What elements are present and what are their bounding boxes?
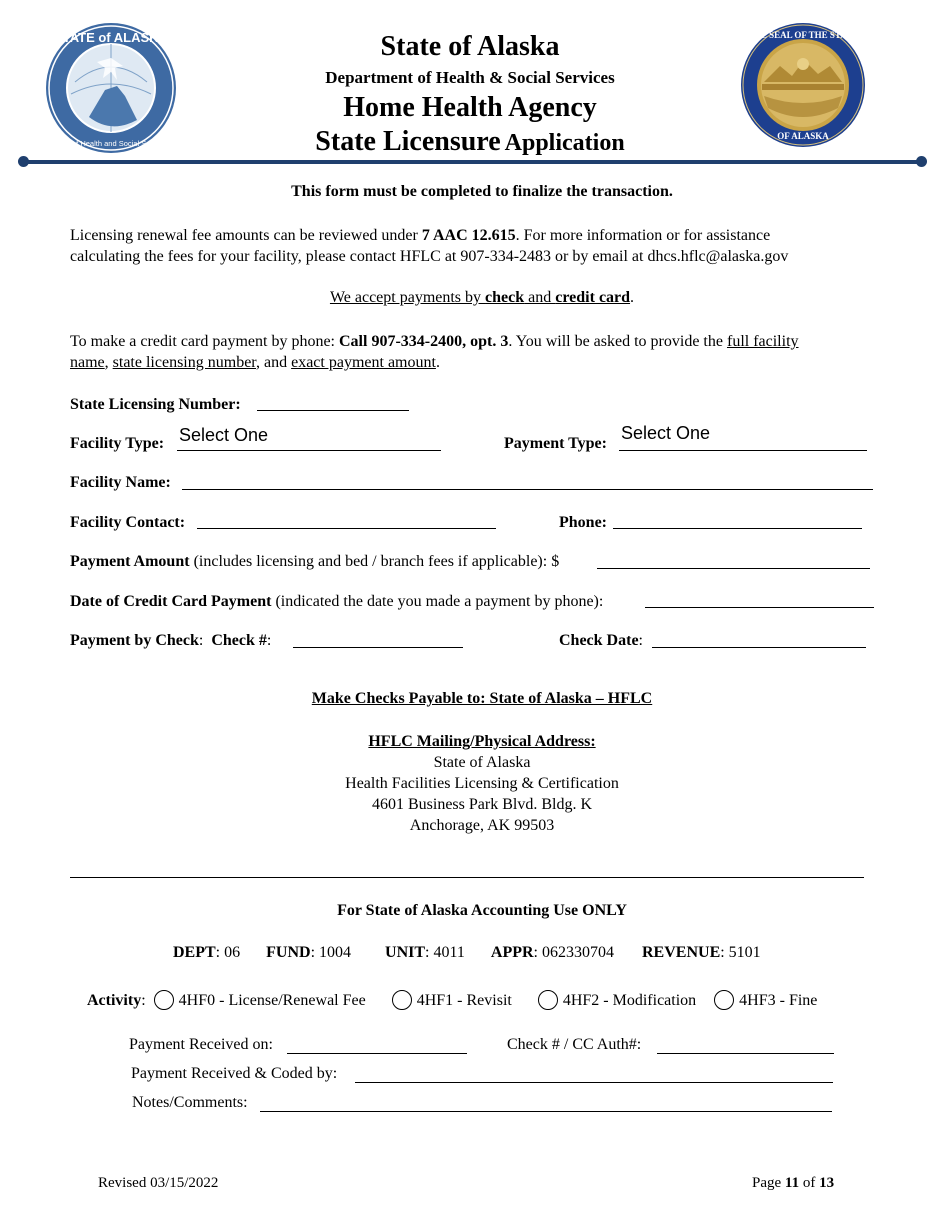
payment-type-label: Payment Type: xyxy=(504,435,607,452)
facility-type-field xyxy=(177,450,441,451)
header-application xyxy=(0,126,945,158)
payable-to: Make Checks Payable to: State of Alaska – HFLC xyxy=(311,690,653,707)
payment-amount-label: Payment Amount (includes licensing and bed / branch fees if applicable): $ xyxy=(70,553,560,570)
check-auth-label: Check # / CC Auth#: xyxy=(507,1036,642,1053)
received-on-label: Payment Received on: xyxy=(129,1036,273,1053)
accounting-codes xyxy=(173,944,761,962)
header-rule xyxy=(22,160,922,164)
radio-4hf3[interactable] xyxy=(714,990,734,1010)
radio-4hf2[interactable] xyxy=(538,990,558,1010)
code-revenue: REVENUE: 5101 xyxy=(642,944,761,961)
radio-4hf1[interactable] xyxy=(392,990,412,1010)
address-line-1: State of Alaska xyxy=(433,754,531,771)
radio-4hf0[interactable] xyxy=(154,990,174,1010)
phone-field[interactable] xyxy=(613,528,862,529)
received-on-field[interactable] xyxy=(287,1053,467,1054)
activity-option-0[interactable]: 4HF0 - License/Renewal Fee xyxy=(154,992,366,1009)
notes-field[interactable] xyxy=(260,1111,832,1112)
check-payment-label: Payment by Check: Check #: xyxy=(70,632,272,649)
check-date-label: Check Date: xyxy=(559,632,643,649)
code-dept: DEPT: 06 xyxy=(173,944,241,961)
facility-name-field[interactable] xyxy=(182,489,873,490)
header-app-normal: Application xyxy=(504,130,625,156)
facility-type-label: Facility Type: xyxy=(70,435,165,452)
header-title: State of Alaska xyxy=(380,31,560,62)
facility-contact-field[interactable] xyxy=(197,528,496,529)
check-number-field[interactable] xyxy=(293,647,463,648)
rule-left-dot xyxy=(18,156,29,167)
header-app-bold: State Licensure xyxy=(315,126,501,157)
section-divider xyxy=(70,877,864,878)
fee-regulation: 7 AAC 12.615 xyxy=(421,227,516,244)
address-heading: HFLC Mailing/Physical Address: xyxy=(368,733,596,750)
cc-date-label: Date of Credit Card Payment (indicated the date you made a payment by phone): xyxy=(70,593,604,610)
facility-type-select[interactable]: Select One xyxy=(179,425,269,445)
activity-row: Activity: 4HF0 - License/Renewal Fee 4HF1 - Revisit 4HF2 - Modification 4HF3 - Fine xyxy=(87,990,817,1013)
check-date-field[interactable] xyxy=(652,647,866,648)
svg-text:THE SEAL OF THE STATE: THE SEAL OF THE STATE xyxy=(747,30,859,40)
code-appr: APPR: 062330704 xyxy=(490,944,614,961)
address-line-2: Health Facilities Licensing & Certification xyxy=(345,775,619,792)
svg-text:Dept. of Health and Social Ser: Dept. of Health and Social Services xyxy=(52,139,170,148)
activity-option-2[interactable]: 4HF2 - Modification xyxy=(538,992,696,1009)
header-department: Department of Health & Social Services xyxy=(325,68,615,87)
header-agency: Home Health Agency xyxy=(343,92,597,123)
address-line-3: 4601 Business Park Blvd. Bldg. K xyxy=(371,796,592,813)
coded-by-field[interactable] xyxy=(355,1082,833,1083)
license-number-label: State Licensing Number: xyxy=(70,396,241,413)
fee-paragraph: Licensing renewal fee amounts can be reviewed under 7 AAC 12.615. For more information or for assistance calculating the fees for your facility, please contact HFLC at 907-334-2483 or by email at dhcs.hflc@alaska.gov xyxy=(70,227,789,265)
svg-text:OF ALASKA: OF ALASKA xyxy=(777,131,829,141)
facility-contact-label: Facility Contact: xyxy=(70,514,186,531)
payment-methods-notice: We accept payments by check and credit card. xyxy=(329,289,635,306)
payment-type-field xyxy=(619,450,867,451)
accounting-heading: For State of Alaska Accounting Use ONLY xyxy=(337,902,627,919)
rule-right-dot xyxy=(916,156,927,167)
revised-date: Revised 03/15/2022 xyxy=(98,1175,219,1191)
svg-text:STATE of ALASKA: STATE of ALASKA xyxy=(54,30,168,45)
facility-name-label: Facility Name: xyxy=(70,474,171,491)
completion-notice: This form must be completed to finalize the transaction. xyxy=(291,183,673,200)
address-line-4: Anchorage, AK 99503 xyxy=(409,817,555,834)
license-number-field[interactable] xyxy=(257,410,409,411)
cc-date-field[interactable] xyxy=(645,607,874,608)
payment-amount-field[interactable] xyxy=(597,568,870,569)
payment-type-select[interactable]: Select One xyxy=(621,423,711,443)
notes-label: Notes/Comments: xyxy=(132,1094,248,1111)
activity-option-1[interactable]: 4HF1 - Revisit xyxy=(392,992,512,1009)
coded-by-label: Payment Received & Coded by: xyxy=(131,1065,338,1082)
code-fund: FUND: 1004 xyxy=(266,944,352,961)
code-unit: UNIT: 4011 xyxy=(385,944,465,961)
phone-label: Phone: xyxy=(559,514,607,531)
activity-label: Activity xyxy=(87,992,142,1010)
phone-payment-paragraph: To make a credit card payment by phone: Call 907-334-2400, opt. 3. You will be asked to provide the full facility name, state licensing number, and exact payment amount. xyxy=(70,333,799,371)
page-number: Page 11 of 13 xyxy=(752,1175,835,1191)
check-auth-field[interactable] xyxy=(657,1053,834,1054)
activity-option-3[interactable]: 4HF3 - Fine xyxy=(714,992,817,1009)
